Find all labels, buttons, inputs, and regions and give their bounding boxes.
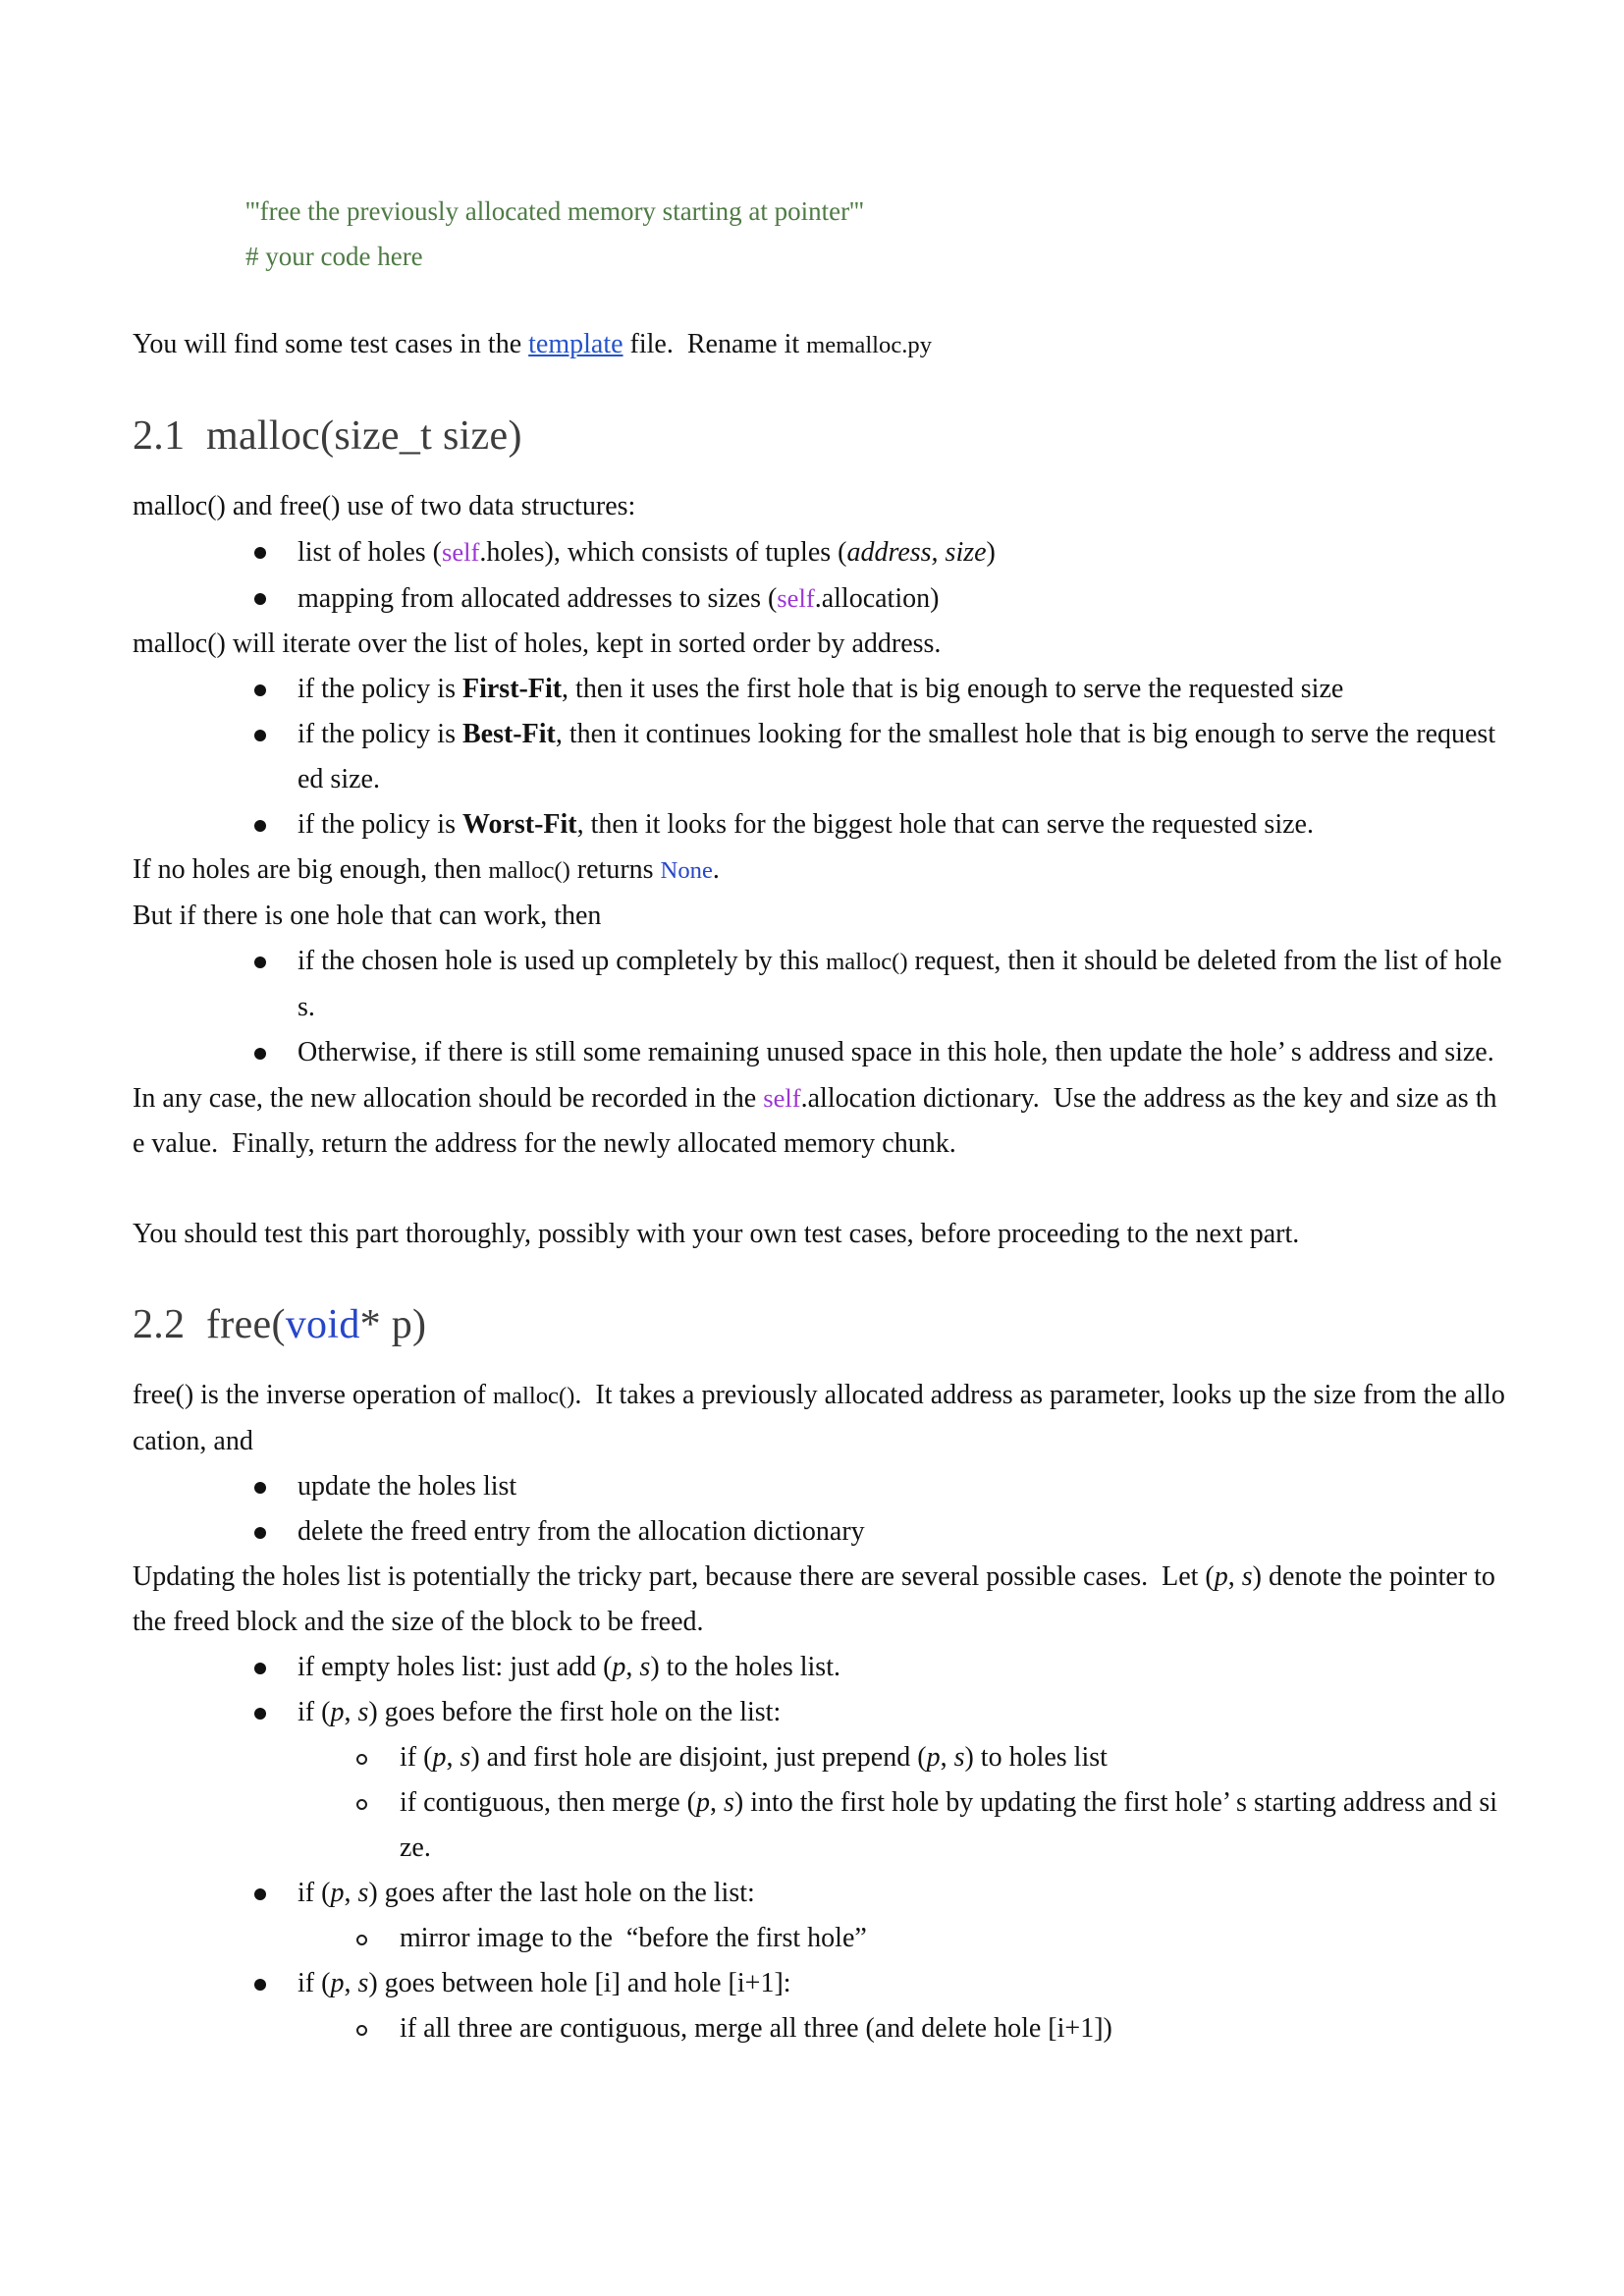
text-run: s	[639, 1652, 651, 1682]
bullet-text	[298, 529, 1505, 575]
sub-bullet-item	[133, 1735, 1505, 1780]
text-run: p	[432, 1742, 447, 1773]
text-run: self	[777, 583, 815, 613]
text-run: address, size	[846, 537, 987, 568]
text-run: s	[1241, 1561, 1253, 1592]
text-run: p	[330, 1878, 345, 1908]
bullet-dot-icon	[254, 1888, 266, 1900]
text-run: self	[763, 1083, 801, 1113]
text-run: self	[442, 537, 480, 567]
text-run: Otherwise, if there is still some remaining unused space in this hole, then update the hole’ s address and size.	[298, 1037, 1494, 1067]
paragraph	[133, 1212, 1505, 1257]
bullet-dot-icon	[254, 593, 266, 605]
sub-bullet-item	[133, 1916, 1505, 1961]
text-run: if the policy is	[298, 719, 462, 749]
bullet-item	[133, 667, 1505, 712]
text-run: delete the freed entry from the allocation dictionary	[298, 1516, 865, 1547]
section-heading	[133, 410, 1505, 463]
text-run: s	[723, 1787, 734, 1818]
text-run: But if there is one hole that can work, then	[133, 901, 602, 931]
sub-bullet-item	[133, 1780, 1505, 1871]
bullet-dot-icon	[254, 1663, 266, 1674]
text-run: update the holes list	[298, 1471, 517, 1502]
text-run: , then it looks for the biggest hole that can serve the requested size.	[576, 809, 1314, 840]
text-run: mapping from allocated addresses to sizes (	[298, 583, 778, 614]
bullet-text	[298, 1690, 1505, 1735]
text-run: * p)	[359, 1302, 427, 1347]
text-run: if all three are contiguous, merge all three (and delete hole [i+1])	[400, 2013, 1112, 2044]
text-run: )	[986, 537, 996, 568]
text-run: request, then it should be deleted from the list of holes.	[298, 946, 1502, 1022]
bullet-item	[133, 1509, 1505, 1555]
bullet-text	[298, 1645, 1505, 1690]
text-run: if empty holes list: just add (	[298, 1652, 613, 1682]
text-run: malloc() will iterate over the list of holes, kept in sorted order by address.	[133, 629, 942, 659]
bullet-item	[133, 939, 1505, 1030]
text-run: ) to the holes list.	[650, 1652, 840, 1682]
bullet-dot-icon	[254, 1527, 266, 1539]
text-run: s	[460, 1742, 471, 1773]
text-run: s	[357, 1968, 369, 1998]
text-run: ) denote the pointer to the freed block and the size of the block to be freed.	[133, 1561, 1502, 1637]
bullet-text	[400, 1780, 1505, 1871]
bullet-text	[298, 1030, 1505, 1075]
text-run: ,	[446, 1742, 460, 1773]
code-block	[245, 189, 1505, 279]
bullet-item	[133, 575, 1505, 622]
text-run: p	[695, 1787, 710, 1818]
bullet-text	[298, 667, 1505, 712]
text-run: if (	[298, 1968, 331, 1998]
text-run: Worst-Fit	[461, 809, 577, 840]
text-run: ) goes after the last hole on the list:	[368, 1878, 755, 1908]
text-run: First-Fit	[461, 674, 563, 704]
text-run: malloc()	[488, 857, 570, 884]
bullet-dot-icon	[254, 1979, 266, 1991]
bullet-text	[298, 939, 1505, 1030]
text-run: malloc()	[492, 1383, 575, 1409]
text-run: ) into the first hole by updating the first hole’ s starting address and size.	[400, 1787, 1497, 1863]
text-run: , then it continues looking for the smallest hole that is big enough to serve the requested size.	[298, 719, 1496, 794]
paragraph	[133, 484, 1505, 529]
bullet-text	[298, 1871, 1505, 1916]
text-run: returns	[569, 854, 661, 885]
text-run: ,	[709, 1787, 724, 1818]
text-run: . It takes a previously allocated address as parameter, looks up the size from the allocation, and	[133, 1380, 1505, 1456]
text-run: .	[712, 854, 720, 885]
text-run: if the policy is	[298, 674, 462, 704]
bullet-item	[133, 1645, 1505, 1690]
text-run: mirror image to the “before the first hole”	[400, 1923, 867, 1953]
document-content	[133, 189, 1505, 2051]
text-run: if (	[400, 1742, 433, 1773]
bullet-dot-icon	[254, 1708, 266, 1720]
paragraph	[133, 622, 1505, 667]
text-run: None	[660, 857, 713, 884]
text-run: if the policy is	[298, 809, 462, 840]
text-run: You should test this part thoroughly, possibly with your own test cases, before proceeding to the next part.	[133, 1219, 1300, 1249]
bullet-dot-icon	[254, 547, 266, 559]
bullet-item	[133, 712, 1505, 802]
text-run: memalloc.py	[806, 332, 933, 358]
text-run: ,	[344, 1968, 358, 1998]
text-run: malloc()	[826, 949, 908, 975]
paragraph	[133, 847, 1505, 894]
text-run: s	[357, 1878, 369, 1908]
text-run: p	[330, 1697, 345, 1727]
text-run: if contiguous, then merge (	[400, 1787, 696, 1818]
code-comment-line: # your code here	[245, 242, 423, 271]
bullet-item	[133, 1464, 1505, 1509]
text-run: malloc() and free() use of two data structures:	[133, 491, 636, 521]
bullet-text	[400, 2006, 1505, 2051]
text-run: 2.1 malloc(size_t size)	[133, 413, 522, 459]
bullet-circle-icon	[356, 1754, 367, 1765]
text-run: s	[953, 1742, 965, 1773]
text-run: if the chosen hole is used up completely by this	[298, 946, 827, 976]
text-run: if (	[298, 1697, 331, 1727]
template-link[interactable]: template	[528, 329, 623, 359]
text-run: In any case, the new allocation should be recorded in the	[133, 1083, 764, 1114]
text-run: 2.2 free(	[133, 1302, 286, 1347]
bullet-dot-icon	[254, 957, 266, 968]
bullet-circle-icon	[356, 2025, 367, 2036]
paragraph	[133, 322, 1505, 368]
text-run: , then it uses the first hole that is big enough to serve the requested size	[562, 674, 1344, 704]
text-run: ,	[344, 1878, 358, 1908]
text-run: .holes), which consists of tuples (	[479, 537, 847, 568]
section-heading	[133, 1298, 1505, 1351]
text-run: p	[612, 1652, 626, 1682]
text-run: ) to holes list	[964, 1742, 1108, 1773]
bullet-text	[400, 1916, 1505, 1961]
bullet-dot-icon	[254, 684, 266, 696]
text-run: list of holes (	[298, 537, 442, 568]
text-run: ) goes before the first hole on the list:	[368, 1697, 782, 1727]
text-run: ,	[940, 1742, 954, 1773]
text-run: You will find some test cases in the	[133, 329, 529, 359]
text-run: ,	[625, 1652, 640, 1682]
bullet-item	[133, 802, 1505, 847]
bullet-text	[400, 1735, 1505, 1780]
bullet-dot-icon	[254, 1048, 266, 1060]
paragraph	[133, 1373, 1505, 1464]
paragraph	[133, 1075, 1505, 1167]
bullet-circle-icon	[356, 1935, 367, 1945]
bullet-dot-icon	[254, 1482, 266, 1494]
sub-bullet-item	[133, 2006, 1505, 2051]
bullet-circle-icon	[356, 1799, 367, 1810]
bullet-text	[298, 575, 1505, 622]
paragraph	[133, 1555, 1505, 1645]
text-run: .allocation dictionary. Use the address as the key and size as the value. Finally, return the address for the newly allocated memory chunk.	[133, 1083, 1497, 1159]
text-run: If no holes are big enough, then	[133, 854, 489, 885]
bullet-dot-icon	[254, 730, 266, 741]
text-run: s	[357, 1697, 369, 1727]
bullet-text	[298, 1961, 1505, 2006]
bullet-text	[298, 1509, 1505, 1555]
text-run: free() is the inverse operation of	[133, 1380, 493, 1410]
paragraph	[133, 894, 1505, 939]
text-run: ,	[1227, 1561, 1242, 1592]
text-run: p	[1214, 1561, 1228, 1592]
text-run: ) goes between hole [i] and hole [i+1]:	[368, 1968, 791, 1998]
text-run: .allocation)	[814, 583, 940, 614]
text-run: Updating the holes list is potentially the tricky part, because there are several possible cases. Let (	[133, 1561, 1215, 1592]
text-run: p	[926, 1742, 941, 1773]
bullet-item	[133, 1690, 1505, 1735]
code-comment-line: '''free the previously allocated memory starting at pointer'''	[245, 196, 864, 226]
bullet-item	[133, 1871, 1505, 1916]
bullet-text	[298, 1464, 1505, 1509]
text-run: if (	[298, 1878, 331, 1908]
text-run: ,	[344, 1697, 358, 1727]
bullet-item	[133, 529, 1505, 575]
text-run: ) and first hole are disjoint, just prepend (	[470, 1742, 927, 1773]
text-run: file. Rename it	[623, 329, 807, 359]
bullet-text	[298, 802, 1505, 847]
text-run: Best-Fit	[461, 719, 556, 749]
bullet-dot-icon	[254, 820, 266, 832]
bullet-item	[133, 1030, 1505, 1075]
bullet-text	[298, 712, 1505, 802]
text-run: void	[285, 1302, 360, 1347]
text-run: p	[330, 1968, 345, 1998]
bullet-item	[133, 1961, 1505, 2006]
